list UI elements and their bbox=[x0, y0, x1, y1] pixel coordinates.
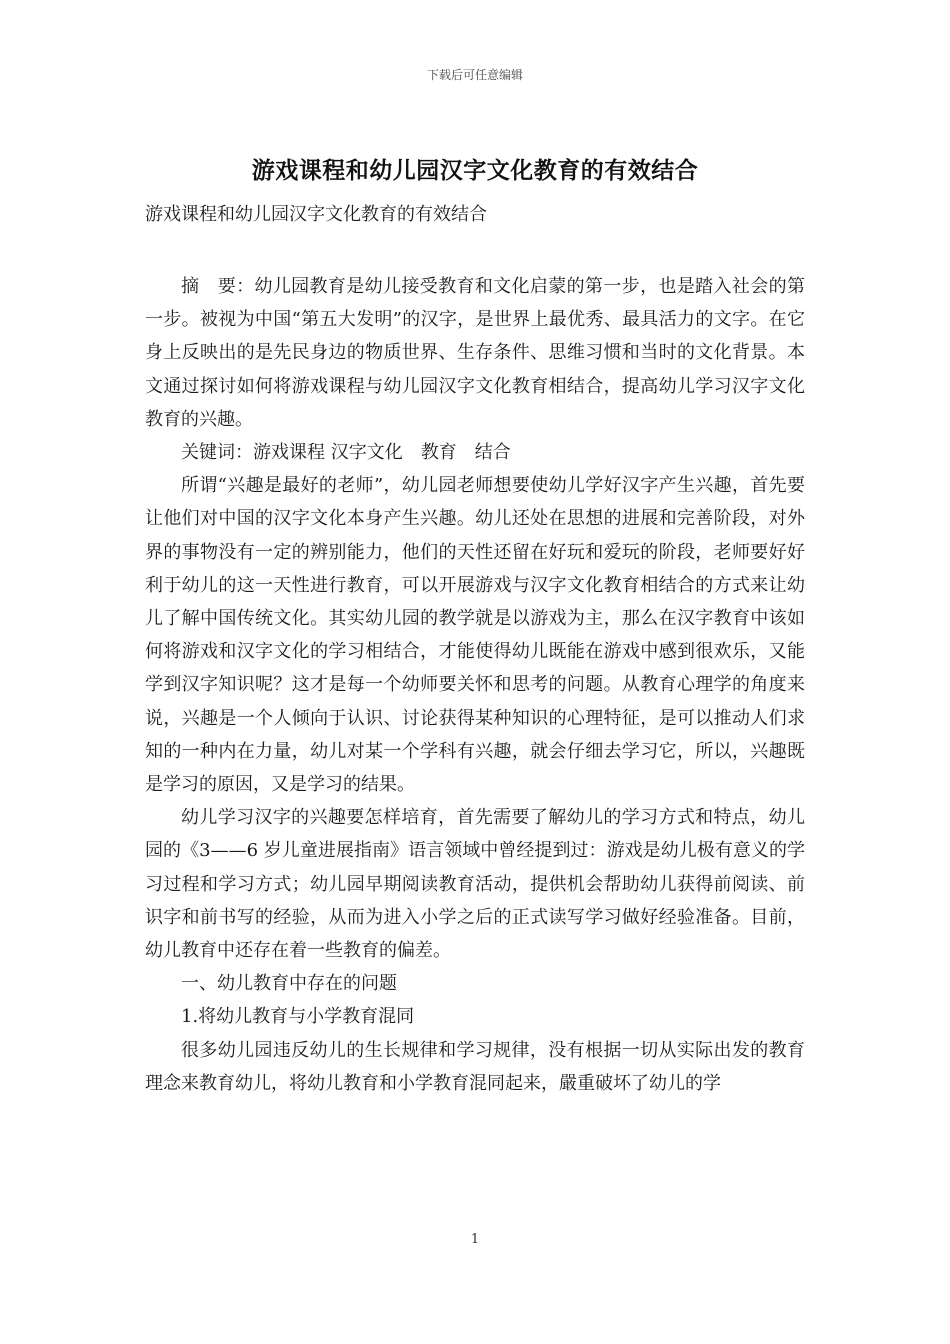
body-paragraph-2: 幼儿学习汉字的兴趣要怎样培育，首先需要了解幼儿的学习方式和特点，幼儿园的《3——6 岁儿童进展指南》语言领域中曾经提到过：游戏是幼儿极有意义的学习过程和学习方式；幼儿园早期阅读教育活动，提供机会帮助幼儿获得前阅读、前识字和前书写的经验，从而为进入小学之后的正式读写学习做好经验准备。目前，幼儿教育中还存在着一些教育的偏差。 bbox=[145, 807, 805, 962]
document-subtitle: 游戏课程和幼儿园汉字文化教育的有效结合 bbox=[145, 204, 487, 225]
body-paragraph-1: 所谓“兴趣是最好的老师”，幼儿园老师想要使幼儿学好汉字产生兴趣，首先要让他们对中国的汉字文化本身产生兴趣。幼儿还处在思想的进展和完善阶段，对外界的事物没有一定的辨别能力，他们的天性还留在好玩和爱玩的阶段，老师要好好利于幼儿的这一天性进行教育，可以开展游戏与汉字文化教育相结合的方式来让幼儿了解中国传统文化。其实幼儿园的教学就是以游戏为主，那么在汉字教育中该如何将游戏和汉字文化的学习相结合，才能使得幼儿既能在游戏中感到很欢乐，又能学到汉字知识呢？这才是每一个幼师要关怀和思考的问题。从教育心理学的角度来说，兴趣是一个人倾向于认识、讨论获得某种知识的心理特征，是可以推动人们求知的一种内在力量，幼儿对某一个学科有兴趣，就会仔细去学习它，所以，兴趣既是学习的原因，又是学习的结果。 bbox=[145, 475, 805, 796]
subsection-heading-1-1: 1.将幼儿教育与小学教育混同 bbox=[181, 1006, 415, 1028]
body-paragraph-3: 很多幼儿园违反幼儿的生长规律和学习规律，没有根据一切从实际出发的教育理念来教育幼儿，将幼儿教育和小学教育混同起来，嚴重破坏了幼儿的学 bbox=[145, 1039, 805, 1094]
document-body bbox=[145, 270, 805, 1100]
document-title: 游戏课程和幼儿园汉字文化教育的有效结合 bbox=[251, 157, 699, 184]
abstract-paragraph: 摘 要：幼儿园教育是幼儿接受教育和文化启蒙的第一步，也是踏入社会的第一步。被视为中国“第五大发明”的汉字，是世界上最优秀、最具活力的文字。在它身上反映出的是先民身边的物质世界、生存条件、思维习惯和当时的文化背景。本文通过探讨如何将游戏课程与幼儿园汉字文化教育相结合，提高幼儿学习汉字文化教育的兴趣。 bbox=[145, 276, 805, 430]
keywords-line: 关键词：游戏课程 汉字文化 教育 结合 bbox=[181, 442, 511, 464]
header-note: 下载后可任意编辑 bbox=[426, 68, 523, 82]
section-heading-1: 一、幼儿教育中存在的问题 bbox=[181, 973, 397, 995]
page-number: 1 bbox=[470, 1232, 480, 1247]
